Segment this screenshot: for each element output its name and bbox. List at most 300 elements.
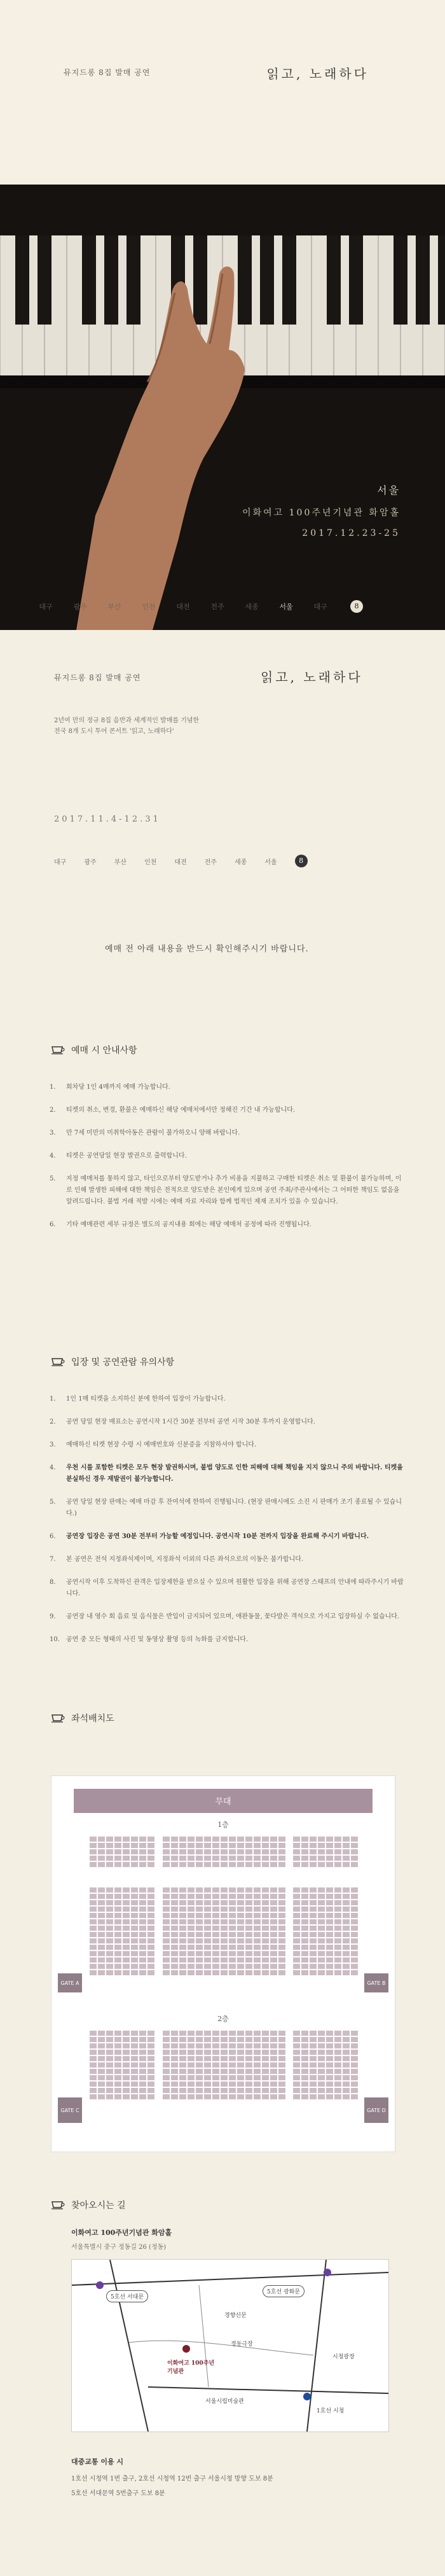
- seat: [139, 2075, 146, 2080]
- seat: [179, 1957, 186, 1963]
- gate-c-label: GATE C: [60, 2108, 79, 2113]
- seat: [196, 1926, 203, 1931]
- seat: [196, 1970, 203, 1975]
- seat: [310, 1849, 317, 1854]
- seat: [204, 2043, 211, 2048]
- seat: [123, 1932, 130, 1937]
- seat: [351, 2037, 358, 2042]
- seat: [139, 1919, 146, 1924]
- seat: [318, 1900, 325, 1905]
- seat: [98, 2062, 105, 2068]
- seat: [147, 2069, 154, 2074]
- seat: [221, 1938, 228, 1943]
- seat: [245, 1907, 252, 1912]
- seat: [237, 1856, 244, 1861]
- seat: [229, 1926, 236, 1931]
- seat: [139, 1900, 146, 1905]
- city-item: 부산: [114, 858, 127, 866]
- seat: [123, 1894, 130, 1899]
- seat: [106, 1932, 113, 1937]
- seat: [212, 1964, 219, 1969]
- seat: [334, 1856, 341, 1861]
- seat: [262, 2037, 269, 2042]
- seat: [188, 1862, 195, 1867]
- seat: [270, 2082, 277, 2087]
- seat: [310, 1938, 317, 1943]
- hero-date: 2017.12.23-25: [302, 528, 400, 538]
- seat: [147, 1887, 154, 1893]
- seat: [114, 2069, 121, 2074]
- seat: [293, 1862, 300, 1867]
- seat: [293, 1887, 300, 1893]
- seat: [123, 2082, 130, 2087]
- hero-nav-item-active[interactable]: 서울: [279, 603, 293, 611]
- seat: [179, 1913, 186, 1918]
- seat: [139, 1849, 146, 1854]
- seat: [114, 1894, 121, 1899]
- seat: [123, 1856, 130, 1861]
- seat: [123, 2037, 130, 2042]
- seat: [179, 2056, 186, 2061]
- seat: [90, 1894, 97, 1899]
- seat: [351, 1926, 358, 1931]
- seat: [351, 1887, 358, 1893]
- seat: [139, 2069, 146, 2074]
- seat: [139, 1894, 146, 1899]
- seat: [123, 1945, 130, 1950]
- seat: [351, 2056, 358, 2061]
- seat: [245, 1951, 252, 1956]
- seat: [131, 1837, 138, 1842]
- seat: [204, 1862, 211, 1867]
- seat: [106, 1900, 113, 1905]
- seat: [196, 1951, 203, 1956]
- seat: [318, 2050, 325, 2055]
- seat: [351, 1938, 358, 1943]
- seat: [147, 2031, 154, 2036]
- seat: [196, 1862, 203, 1867]
- hero-city: 서울: [377, 484, 400, 496]
- seat: [334, 1926, 341, 1931]
- seat: [221, 2094, 228, 2099]
- seat: [90, 1926, 97, 1931]
- seat: [212, 1894, 219, 1899]
- notice-text: 지정 예매처를 통하지 않고, 타인으로부터 양도받거나 추가 비용을 지불하고 구매한 티켓은 취소 및 환불이 불가능하며, 이로 인해 발생한 피해에 대한 책임은 전적으로 양도받은 본인에게 있으며 공연 주최/주관사에서는 그 어떠한 책임도 없음을 알려드립니다. 불법 거래 적발 시에는 예매 자료 자리와 함께 법적인 제재 조치가 있을 수 있습니다.: [66, 1175, 402, 1205]
- seat: [326, 2050, 333, 2055]
- seat: [301, 1907, 308, 1912]
- seat: [318, 1907, 325, 1912]
- seat: [334, 2050, 341, 2055]
- seat: [254, 1843, 261, 1848]
- seat: [179, 1900, 186, 1905]
- seat: [293, 2031, 300, 2036]
- cup-icon: [51, 1714, 65, 1723]
- seat: [293, 1913, 300, 1918]
- seat: [229, 1907, 236, 1912]
- seat: [254, 1957, 261, 1963]
- venue-name: 이화여고 100주년기념관 화암홀: [71, 2229, 172, 2237]
- seat: [237, 1894, 244, 1899]
- seat: [301, 1970, 308, 1975]
- seat: [318, 1945, 325, 1950]
- seat: [147, 1938, 154, 1943]
- seat: [293, 1919, 300, 1924]
- seat: [254, 2082, 261, 2087]
- seat: [318, 1843, 325, 1848]
- seat: [179, 1843, 186, 1848]
- seat: [212, 1919, 219, 1924]
- seat: [212, 2075, 219, 2080]
- notice-number: 6.: [50, 1533, 56, 1540]
- seat: [293, 1837, 300, 1842]
- seat: [245, 1843, 252, 1848]
- seat: [188, 2043, 195, 2048]
- seat: [229, 2062, 236, 2068]
- seat: [147, 1919, 154, 1924]
- seat: [131, 1856, 138, 1861]
- seat: [179, 2088, 186, 2093]
- notice-number: 2.: [50, 1418, 56, 1425]
- notice-item: [50, 1173, 406, 1208]
- city-item: 대전: [174, 858, 187, 866]
- seat: [229, 2043, 236, 2048]
- seat: [188, 2050, 195, 2055]
- seat: [179, 1945, 186, 1950]
- seat: [301, 1900, 308, 1905]
- seat: [301, 2031, 308, 2036]
- seat: [204, 1926, 211, 1931]
- seat: [114, 1856, 121, 1861]
- seat: [351, 2031, 358, 2036]
- seat: [171, 1957, 178, 1963]
- seat: [106, 2062, 113, 2068]
- seat: [114, 1964, 121, 1969]
- seat: [147, 1862, 154, 1867]
- seat: [351, 2050, 358, 2055]
- seat: [301, 2075, 308, 2080]
- seat: [163, 1856, 170, 1861]
- seat: [293, 2094, 300, 2099]
- map-label-kyunghyang: 경향신문: [224, 2313, 247, 2319]
- seat: [163, 2082, 170, 2087]
- seat-map: [51, 1775, 395, 2152]
- seat: [90, 1849, 97, 1854]
- seat: [229, 1849, 236, 1854]
- seat: [196, 2094, 203, 2099]
- seat: [343, 1932, 350, 1937]
- entry-section-title: [51, 1355, 174, 1368]
- seat: [351, 1951, 358, 1956]
- seat: [301, 1938, 308, 1943]
- seat: [188, 1945, 195, 1950]
- seat: [270, 2094, 277, 2099]
- seat: [221, 1856, 228, 1861]
- seat: [123, 1926, 130, 1931]
- seat: [147, 1907, 154, 1912]
- seat: [293, 1907, 300, 1912]
- seat: [123, 1919, 130, 1924]
- seat: [310, 2075, 317, 2080]
- seat: [131, 1957, 138, 1963]
- seat: [343, 1837, 350, 1842]
- map-label-line5-west: 5호선 서대문: [106, 2290, 148, 2302]
- seat: [262, 2094, 269, 2099]
- seat: [204, 1932, 211, 1937]
- seat: [204, 2088, 211, 2093]
- seat: [310, 1907, 317, 1912]
- seat: [90, 1945, 97, 1950]
- seat: [254, 1945, 261, 1950]
- seat: [147, 1900, 154, 1905]
- seat: [278, 2075, 285, 2080]
- seat: [196, 2037, 203, 2042]
- seat: [310, 2043, 317, 2048]
- seat: [318, 2075, 325, 2080]
- seat: [114, 2050, 121, 2055]
- seat: [351, 1849, 358, 1854]
- seat: [262, 1907, 269, 1912]
- seat: [229, 2069, 236, 2074]
- seat: [221, 1887, 228, 1893]
- seat: [147, 2062, 154, 2068]
- seat: [204, 2075, 211, 2080]
- seat: [106, 1938, 113, 1943]
- seat: [301, 2094, 308, 2099]
- seat: [212, 1970, 219, 1975]
- seat: [98, 1894, 105, 1899]
- seat: [343, 1849, 350, 1854]
- seat: [179, 2037, 186, 2042]
- seat: [221, 1837, 228, 1842]
- seat: [204, 1964, 211, 1969]
- seat: [171, 2088, 178, 2093]
- seat: [254, 2056, 261, 2061]
- seat: [131, 1970, 138, 1975]
- seat: [221, 2031, 228, 2036]
- seat: [245, 2031, 252, 2036]
- seat: [212, 2088, 219, 2093]
- seat: [270, 2031, 277, 2036]
- location-map: [71, 2259, 389, 2432]
- seat: [310, 1894, 317, 1899]
- seat: [293, 1932, 300, 1937]
- seat: [179, 2043, 186, 2048]
- seat: [262, 1837, 269, 1842]
- seat: [212, 1900, 219, 1905]
- seat: [123, 1887, 130, 1893]
- seat: [301, 1887, 308, 1893]
- seat: [301, 1843, 308, 1848]
- city-item: 인천: [144, 858, 157, 866]
- seat: [278, 1843, 285, 1848]
- tour-cities: [54, 855, 308, 867]
- seat: [262, 2088, 269, 2093]
- seat: [293, 1900, 300, 1905]
- seat: [351, 1932, 358, 1937]
- seat: [123, 1837, 130, 1842]
- seat: [163, 1919, 170, 1924]
- hero-nav-item[interactable]: 대구: [39, 603, 53, 611]
- seat: [98, 1932, 105, 1937]
- seat: [326, 1957, 333, 1963]
- seat: [254, 2062, 261, 2068]
- seat: [278, 1907, 285, 1912]
- seat: [171, 2056, 178, 2061]
- notice-text: 공연장 내 영수 회 음료 및 음식물은 반입이 금지되어 있으며, 애완동물, 꽃다발은 객석으로 가지고 입장하실 수 없습니다.: [66, 1613, 400, 1620]
- seat: [262, 2075, 269, 2080]
- seat: [139, 2037, 146, 2042]
- seat: [139, 1862, 146, 1867]
- seat: [326, 1862, 333, 1867]
- seat: [301, 1957, 308, 1963]
- seat: [188, 1957, 195, 1963]
- hero-nav-item[interactable]: 전주: [210, 603, 224, 611]
- seat: [163, 2056, 170, 2061]
- hero-nav-item[interactable]: 대구: [313, 603, 327, 611]
- seat: [163, 1932, 170, 1937]
- seat: [278, 1913, 285, 1918]
- seat: [278, 1957, 285, 1963]
- seat: [90, 2062, 97, 2068]
- seat: [188, 1843, 195, 1848]
- seat: [196, 1938, 203, 1943]
- seat: [123, 1957, 130, 1963]
- seat: [163, 1837, 170, 1842]
- notice-number: 1.: [50, 1084, 56, 1091]
- seat: [188, 1900, 195, 1905]
- seat: [171, 1932, 178, 1937]
- seat: [221, 2050, 228, 2055]
- transit-title: 대중교통 이용 시: [71, 2458, 124, 2466]
- seat: [270, 1945, 277, 1950]
- seat: [90, 2075, 97, 2080]
- seat: [254, 2037, 261, 2042]
- seat: [343, 1900, 350, 1905]
- seat: [171, 1894, 178, 1899]
- seat: [221, 2043, 228, 2048]
- floor2-label: 2층: [217, 2015, 229, 2023]
- info-desc-line2: 전국 8개 도시 투어 콘서트 '읽고, 노래하다': [54, 728, 174, 735]
- info-section: [0, 630, 445, 967]
- seat: [114, 1932, 121, 1937]
- seat: [326, 1894, 333, 1899]
- seat: [270, 2088, 277, 2093]
- seat: [90, 1919, 97, 1924]
- seat: [196, 2050, 203, 2055]
- hero-nav-item[interactable]: 부산: [107, 603, 121, 611]
- seat: [301, 1932, 308, 1937]
- seat: [326, 1932, 333, 1937]
- seat: [245, 2094, 252, 2099]
- seat: [179, 1894, 186, 1899]
- seat: [147, 1843, 154, 1848]
- seat: [114, 1862, 121, 1867]
- seat: [293, 1945, 300, 1950]
- seat: [278, 2082, 285, 2087]
- seat: [318, 1951, 325, 1956]
- seat: [131, 1919, 138, 1924]
- seat: [343, 2094, 350, 2099]
- seat: [221, 2056, 228, 2061]
- seat: [179, 2094, 186, 2099]
- seat: [262, 1894, 269, 1899]
- seat: [237, 1887, 244, 1893]
- seat: [212, 2082, 219, 2087]
- notice-text: 공연 중 모든 형태의 사진 및 동영상 촬영 등의 녹화를 금지합니다.: [66, 1636, 249, 1643]
- seat: [147, 1951, 154, 1956]
- seat: [237, 2069, 244, 2074]
- seat: [237, 1970, 244, 1975]
- seat: [245, 1837, 252, 1842]
- seat: [262, 1932, 269, 1937]
- seat: [254, 1951, 261, 1956]
- seat: [293, 1957, 300, 1963]
- seat: [237, 2031, 244, 2036]
- seat: [98, 2069, 105, 2074]
- seat: [196, 2075, 203, 2080]
- seat: [212, 1913, 219, 1918]
- seat: [326, 1843, 333, 1848]
- seat: [278, 1900, 285, 1905]
- hero-nav-item[interactable]: 광주: [73, 603, 87, 611]
- seat: [114, 1843, 121, 1848]
- seat: [318, 1926, 325, 1931]
- seat: [139, 1837, 146, 1842]
- seat: [106, 1945, 113, 1950]
- seat: [139, 2050, 146, 2055]
- hero-nav-item[interactable]: 대전: [176, 603, 190, 611]
- seat: [221, 1894, 228, 1899]
- seat: [179, 2075, 186, 2080]
- hero-nav-item[interactable]: 세종: [245, 603, 259, 611]
- seat: [196, 1907, 203, 1912]
- notice-number: 7.: [50, 1556, 56, 1563]
- seat: [98, 1887, 105, 1893]
- seat: [254, 1894, 261, 1899]
- notice-text: 1인 1매 티켓을 소지하신 분에 한하여 입장이 가능합니다.: [66, 1396, 226, 1403]
- seat: [123, 2050, 130, 2055]
- seat: [254, 1837, 261, 1842]
- seat: [131, 2069, 138, 2074]
- hero-nav-item[interactable]: 인천: [142, 603, 156, 611]
- seat: [343, 1913, 350, 1918]
- seat: [204, 2094, 211, 2099]
- seat: [114, 1945, 121, 1950]
- seat: [310, 1951, 317, 1956]
- seat: [131, 1907, 138, 1912]
- notice-item: [50, 1219, 406, 1231]
- notice-item: [50, 1394, 406, 1405]
- seat: [179, 1964, 186, 1969]
- seat: [131, 2043, 138, 2048]
- seat: [310, 2069, 317, 2074]
- seat: [334, 1964, 341, 1969]
- seat: [318, 2037, 325, 2042]
- seat: [254, 2031, 261, 2036]
- seat: [204, 1945, 211, 1950]
- seat: [147, 1849, 154, 1854]
- seat: [212, 2031, 219, 2036]
- seat: [90, 1862, 97, 1867]
- seat: [188, 1919, 195, 1924]
- seat: [204, 2082, 211, 2087]
- seat: [106, 1970, 113, 1975]
- notice-text: 공연시작 이후 도착하신 관객은 입장제한을 받으실 수 있으며 원활한 입장을 위해 공연장 스태프의 안내에 따라주시기 바랍니다.: [66, 1579, 404, 1597]
- seat: [123, 2062, 130, 2068]
- seat: [229, 1887, 236, 1893]
- seat: [90, 1887, 97, 1893]
- seat: [351, 2062, 358, 2068]
